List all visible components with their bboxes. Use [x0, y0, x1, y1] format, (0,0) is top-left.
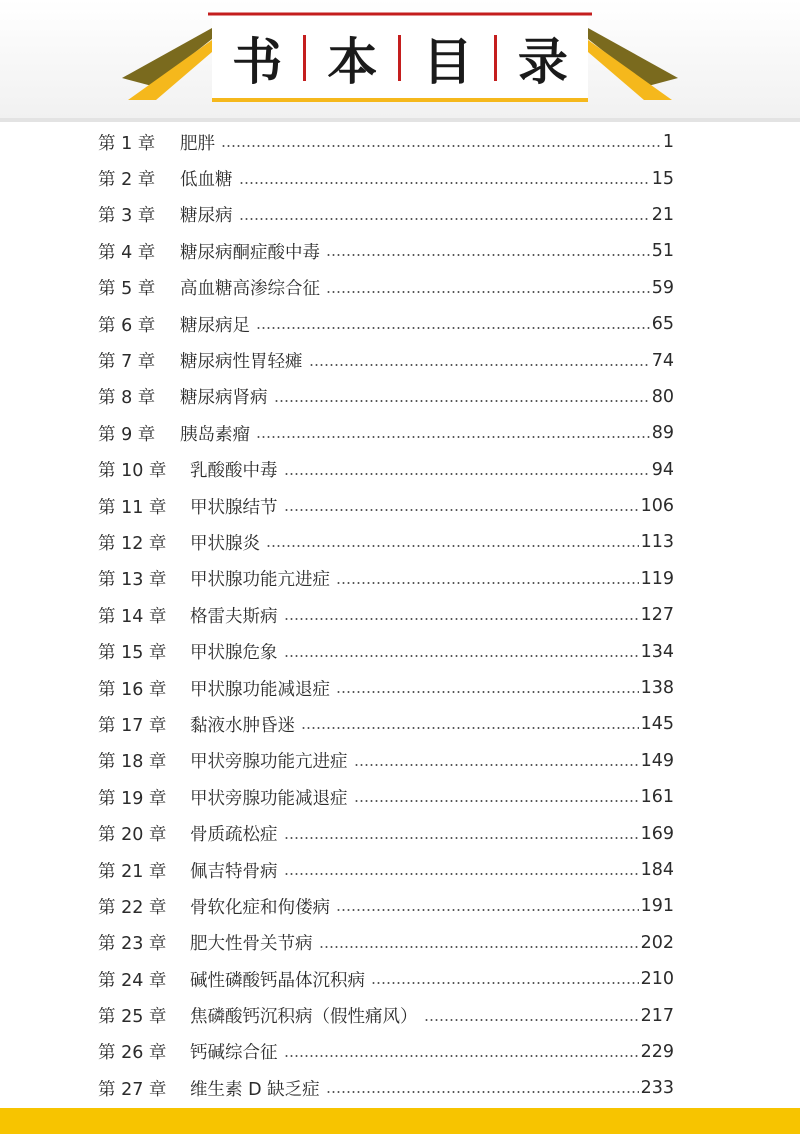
chapter-title: 佩吉特骨病 [190, 861, 278, 882]
chapter-title: 维生素 D 缺乏症 [190, 1079, 320, 1100]
page-number: 119 [640, 568, 674, 589]
page-title [218, 22, 582, 94]
toc-entry [98, 306, 674, 342]
chapter-number: 第 27 章 [98, 1079, 167, 1100]
dot-leader [284, 618, 639, 620]
toc-entry [98, 1070, 674, 1106]
chapter-title: 甲状腺功能减退症 [190, 679, 330, 700]
toc-entry [98, 633, 674, 669]
chapter-title: 乳酸酸中毒 [190, 461, 278, 482]
toc-entry [98, 852, 674, 888]
toc-entry [98, 379, 674, 415]
dot-leader [284, 473, 650, 475]
dot-leader [284, 837, 639, 839]
page-number: 106 [640, 496, 674, 517]
header-banner [0, 0, 800, 122]
dot-leader [284, 509, 639, 511]
page-number: 15 [651, 168, 674, 189]
dot-leader [371, 982, 639, 984]
page-number: 65 [651, 314, 674, 335]
bottom-bar [0, 1108, 800, 1134]
toc-entry [98, 124, 674, 160]
chapter-number: 第 4 章 [98, 242, 156, 263]
chapter-title: 格雷夫斯病 [190, 606, 278, 627]
dot-leader [301, 727, 639, 729]
chapter-number: 第 18 章 [98, 752, 167, 773]
page-number: 210 [640, 969, 674, 990]
toc-entry [98, 706, 674, 742]
page-number: 169 [640, 823, 674, 844]
chapter-number: 第 23 章 [98, 934, 167, 955]
chapter-number: 第 24 章 [98, 970, 167, 991]
toc-entry [98, 743, 674, 779]
toc-entry [98, 597, 674, 633]
chapter-number: 第 26 章 [98, 1043, 167, 1064]
page-number: 145 [640, 714, 674, 735]
chapter-number: 第 19 章 [98, 788, 167, 809]
dot-leader [239, 182, 650, 184]
dot-leader [256, 436, 650, 438]
page-number: 94 [651, 459, 674, 480]
chapter-title: 骨软化症和佝偻病 [190, 897, 330, 918]
toc-entry [98, 670, 674, 706]
page-number: 229 [640, 1041, 674, 1062]
dot-leader [336, 909, 639, 911]
chapter-number: 第 9 章 [98, 424, 156, 445]
title-separator [398, 35, 401, 81]
chapter-title: 低血糖 [180, 170, 233, 191]
chapter-number: 第 17 章 [98, 715, 167, 736]
toc-entry [98, 1034, 674, 1070]
chapter-title: 高血糖高渗综合征 [180, 279, 320, 300]
chapter-number: 第 7 章 [98, 352, 156, 373]
title-char: 录 [517, 33, 568, 91]
chapter-number: 第 2 章 [98, 170, 156, 191]
page-number: 134 [640, 641, 674, 662]
toc-entry [98, 197, 674, 233]
dot-leader [284, 1055, 639, 1057]
chapter-title: 糖尿病酮症酸中毒 [180, 242, 320, 263]
dot-leader [326, 254, 650, 256]
chapter-title: 胰岛素瘤 [180, 424, 250, 445]
chapter-title: 甲状腺危象 [190, 643, 278, 664]
chapter-title: 糖尿病肾病 [180, 388, 268, 409]
chapter-title: 焦磷酸钙沉积病（假性痛风） [190, 1007, 418, 1028]
chapter-number: 第 22 章 [98, 897, 167, 918]
chapter-number: 第 14 章 [98, 606, 167, 627]
chapter-title: 甲状腺炎 [190, 533, 260, 554]
page-number: 74 [651, 350, 674, 371]
toc-entry [98, 888, 674, 924]
page-number: 138 [640, 678, 674, 699]
toc-entry [98, 452, 674, 488]
chapter-number: 第 12 章 [98, 533, 167, 554]
title-separator [303, 35, 306, 81]
page-number: 51 [651, 241, 674, 262]
page-number: 1 [662, 132, 674, 153]
dot-leader [354, 800, 639, 802]
toc-entry [98, 270, 674, 306]
page-number: 191 [640, 896, 674, 917]
page-number: 127 [640, 605, 674, 626]
dot-leader [284, 873, 639, 875]
page-number: 113 [640, 532, 674, 553]
toc-entry [98, 233, 674, 269]
chapter-title: 肥大性骨关节病 [190, 934, 313, 955]
chapter-number: 第 25 章 [98, 1007, 167, 1028]
page-number: 149 [640, 750, 674, 771]
dot-leader [326, 291, 650, 293]
page-number: 161 [640, 787, 674, 808]
dot-leader [309, 364, 650, 366]
chapter-title: 糖尿病 [180, 206, 233, 227]
dot-leader [319, 946, 639, 948]
chapter-title: 甲状旁腺功能减退症 [190, 788, 348, 809]
chapter-number: 第 20 章 [98, 825, 167, 846]
dot-leader [336, 691, 639, 693]
toc-entry [98, 997, 674, 1033]
title-separator [494, 35, 497, 81]
chapter-title: 糖尿病足 [180, 315, 250, 336]
page-number: 202 [640, 932, 674, 953]
chapter-number: 第 15 章 [98, 643, 167, 664]
chapter-number: 第 1 章 [98, 133, 156, 154]
dot-leader [274, 400, 650, 402]
toc-entry [98, 925, 674, 961]
title-char: 本 [327, 33, 378, 91]
toc-entry [98, 488, 674, 524]
chapter-number: 第 21 章 [98, 861, 167, 882]
dot-leader [424, 1019, 639, 1021]
chapter-title: 碱性磷酸钙晶体沉积病 [190, 970, 365, 991]
chapter-title: 肥胖 [180, 133, 215, 154]
page-number: 233 [640, 1078, 674, 1099]
chapter-number: 第 8 章 [98, 388, 156, 409]
chapter-title: 甲状腺结节 [190, 497, 278, 518]
dot-leader [326, 1091, 639, 1093]
title-char: 目 [422, 33, 473, 91]
chapter-number: 第 6 章 [98, 315, 156, 336]
chapter-title: 糖尿病性胃轻瘫 [180, 352, 303, 373]
toc-entry [98, 342, 674, 378]
chapter-title: 甲状腺功能亢进症 [190, 570, 330, 591]
chapter-title: 骨质疏松症 [190, 825, 278, 846]
title-char: 书 [232, 33, 283, 91]
dot-leader [354, 764, 639, 766]
toc-entry [98, 561, 674, 597]
chapter-number: 第 5 章 [98, 279, 156, 300]
chapter-number: 第 11 章 [98, 497, 167, 518]
chapter-number: 第 3 章 [98, 206, 156, 227]
page-number: 89 [651, 423, 674, 444]
toc-entry [98, 815, 674, 851]
dot-leader [221, 145, 661, 147]
chapter-number: 第 13 章 [98, 570, 167, 591]
dot-leader [266, 545, 639, 547]
page-number: 21 [651, 204, 674, 225]
dot-leader [256, 327, 650, 329]
dot-leader [284, 655, 639, 657]
toc-entry [98, 961, 674, 997]
page-number: 59 [651, 277, 674, 298]
page-number: 184 [640, 860, 674, 880]
chapter-title: 甲状旁腺功能亢进症 [190, 752, 348, 773]
page-number: 217 [640, 1005, 674, 1026]
chapter-title: 黏液水肿昏迷 [190, 715, 295, 736]
chapter-number: 第 16 章 [98, 679, 167, 700]
toc-entry [98, 160, 674, 196]
toc-entry [98, 415, 674, 451]
dot-leader [336, 582, 639, 584]
chapter-title: 钙碱综合征 [190, 1043, 278, 1064]
toc-entry [98, 779, 674, 815]
toc-entry [98, 524, 674, 560]
table-of-contents [98, 124, 674, 1107]
page-number: 80 [651, 386, 674, 407]
chapter-number: 第 10 章 [98, 461, 167, 482]
dot-leader [239, 218, 650, 220]
